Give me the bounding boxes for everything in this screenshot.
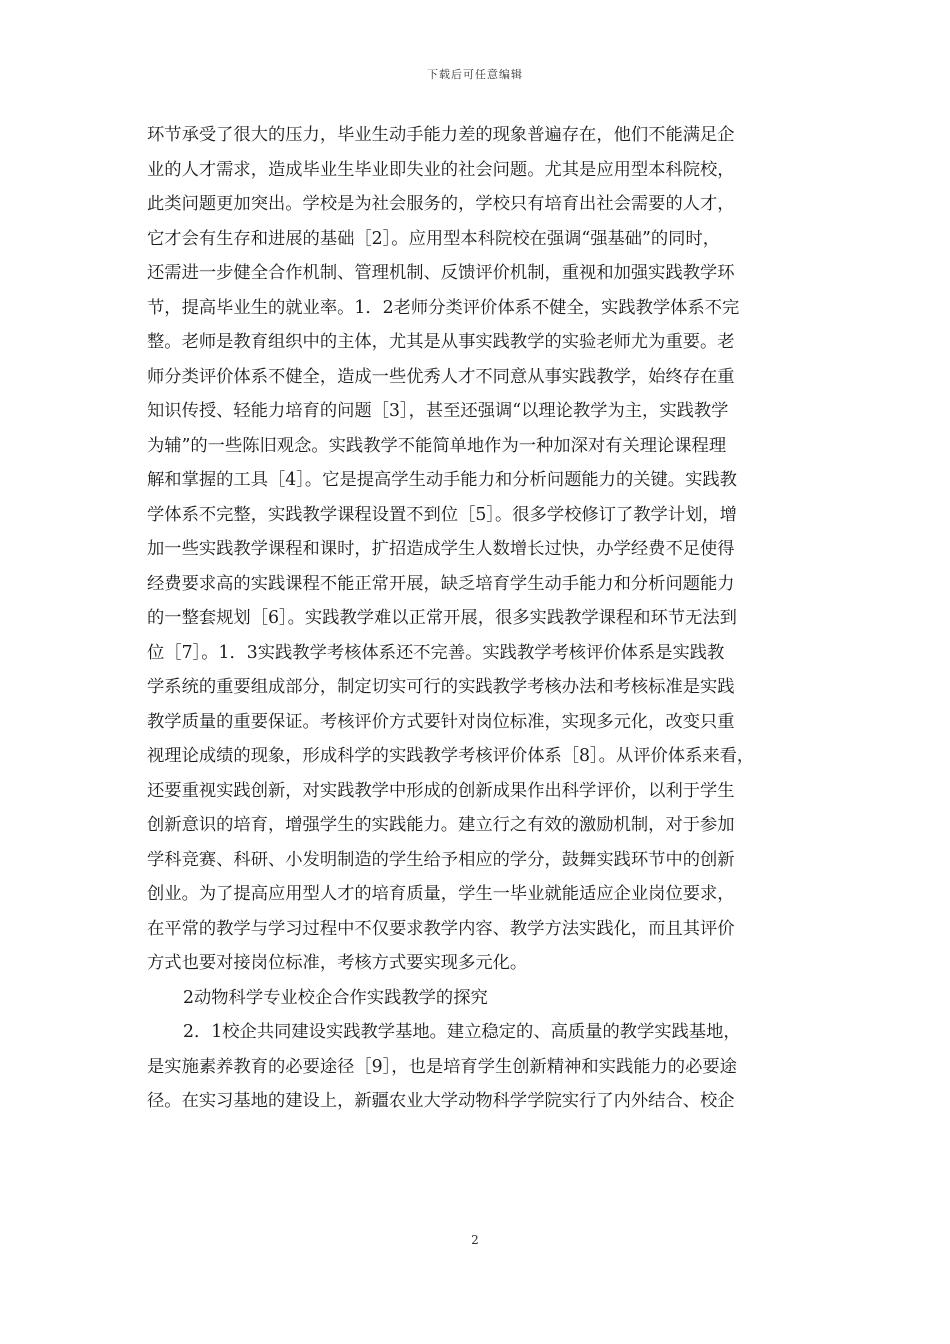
text-line: 还需进一步健全合作机制、管理机制、反馈评价机制，重视和加强实践教学环 [147,263,735,283]
text-line: 节，提高毕业生的就业率。1．2老师分类评价体系不健全，实践教学体系不完 [147,297,740,318]
text-line: 径。在实习基地的建设上，新疆农业大学动物科学学院实行了内外结合、校企 [147,1091,735,1111]
text-line: 整。老师是教育组织中的主体，尤其是从事实践教学的实验老师尤为重要。老 [147,332,735,352]
text-line: 师分类评价体系不健全，造成一些优秀人才不同意从事实践教学，始终存在重 [147,366,735,387]
text-line: 解和掌握的工具［4］。它是提高学生动手能力和分析问题能力的关键。实践教 [147,470,737,490]
text-line: 业的人才需求，造成毕业生毕业即失业的社会问题。尤其是应用型本科院校， [147,159,735,180]
text-line: 学体系不完整，实践教学课程设置不到位［5］。很多学校修订了教学计划，增 [147,504,737,525]
text-line: 为辅”的一些陈旧观念。实践教学不能简单地作为一种加深对有关理论课程理 [147,435,727,456]
text-line: 方式也要对接岗位标准，考核方式要实现多元化。 [147,953,528,973]
text-line: 此类问题更加突出。学校是为社会服务的，学校只有培育出社会需要的人才， [147,194,735,214]
text-line: 创业。为了提高应用型人才的培育质量，学生一毕业就能适应企业岗位要求， [147,884,735,904]
text-line: 环节承受了很大的压力，毕业生动手能力差的现象普遍存在，他们不能满足企 [147,125,735,145]
page-number: 2 [471,1233,479,1247]
section-heading: 2动物科学专业校企合作实践教学的探究 [183,987,488,1008]
text-line: 加一些实践教学课程和课时，扩招造成学生人数增长过快，办学经费不足使得 [147,539,735,559]
text-line: 教学质量的重要保证。考核评价方式要针对岗位标准，实现多元化，改变只重 [147,711,735,732]
text-line: 在平常的教学与学习过程中不仅要求教学内容、教学方法实践化，而且其评价 [147,918,735,939]
text-line: 的一整套规划［6］。实践教学难以正常开展，很多实践教学课程和环节无法到 [147,608,737,628]
text-line: 2．1校企共同建设实践教学基地。建立稳定的、高质量的教学实践基地， [183,1022,741,1042]
text-line: 学系统的重要组成部分，制定切实可行的实践教学考核办法和考核标准是实践 [147,677,735,697]
text-line: 创新意识的培育，增强学生的实践能力。建立行之有效的激励机制，对于参加 [147,815,735,835]
text-line: 视理论成绩的现象，形成科学的实践教学考核评价体系［8］。从评价体系来看， [147,746,755,766]
text-line: 它才会有生存和进展的基础［2］。应用型本科院校在强调“强基础”的同时， [147,228,721,249]
text-line: 还要重视实践创新，对实践教学中形成的创新成果作出科学评价，以利于学生 [147,780,735,801]
document-body [147,118,817,1119]
text-line: 知识传授、轻能力培育的问题［3］，甚至还强调“以理论教学为主，实践教学 [147,401,729,421]
text-line: 经费要求高的实践课程不能正常开展，缺乏培育学生动手能力和分析问题能力 [147,573,735,594]
text-line: 学科竞赛、科研、小发明制造的学生给予相应的学分，鼓舞实践环节中的创新 [147,849,735,870]
text-line: 位［7］。1．3实践教学考核体系还不完善。实践教学考核评价体系是实践教 [147,642,725,663]
text-line: 是实施素养教育的必要途径［9］，也是培育学生创新精神和实践能力的必要途 [147,1056,737,1077]
page-header: 下载后可任意编辑 [427,68,523,81]
